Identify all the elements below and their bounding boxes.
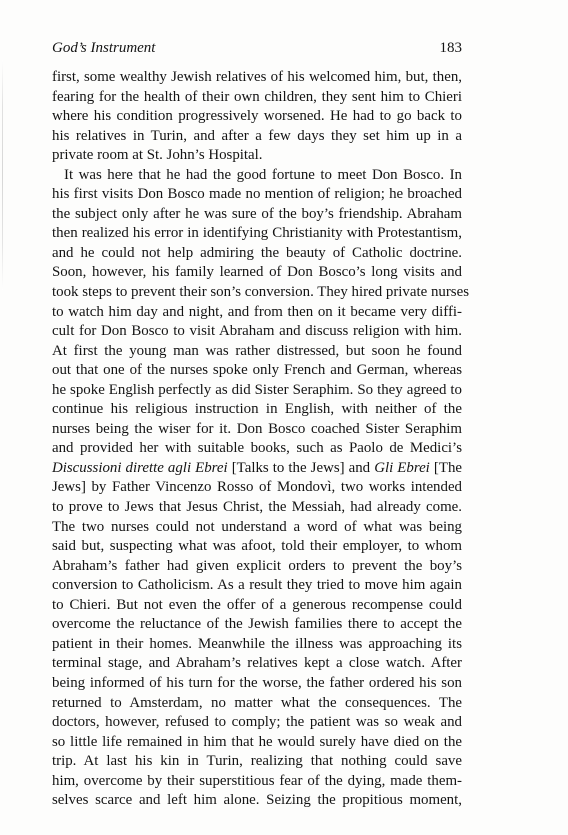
text-line: out that one of the nurses spoke only French and German, whereas [52,362,462,379]
text-line: and provided her with suitable books, such as Paolo de Medici’s [52,440,462,457]
text-line: continue his religious instruction in English, with neither of the [52,401,462,418]
text-line: said but, suspecting what was afoot, told their employer, to whom [52,538,462,555]
book-title-italic: Gli Ebrei [374,459,430,476]
text-line: him, overcome by their superstitious fear of the dying, made them- [52,772,462,789]
running-head-title: God’s Instrument [52,40,156,56]
text-line: to watch him day and night, and from then on it became very diffi- [52,303,462,320]
text-line: so little life remained in him that he would surely have died on the [52,733,462,750]
text-line: patient in their homes. Meanwhile the illness was approaching its [52,635,462,652]
text-line: where his condition progressively worsened. He had to go back to [52,108,462,125]
text-line: private room at St. John’s Hospital. [52,147,263,164]
text-line: then realized his error in identifying Christianity with Protestantism, [52,225,462,242]
text-line: nurses being the wiser for it. Don Bosco coached Sister Seraphim [52,420,462,437]
text-line: his relatives in Turin, and after a few days they set him up in a [52,127,462,144]
text-line: his first visits Don Bosco made no mention of religion; he broached [52,186,462,203]
text-line: selves scarce and left him alone. Seizing the propitious moment, [52,792,462,809]
text-fragment: [Talks to the Jews] and [227,459,375,476]
text-line: At first the young man was rather distressed, but soon he found [52,342,462,359]
text-line: he spoke English perfectly as did Sister Seraphim. So they agreed to [52,381,462,398]
text-line: returned to Amsterdam, no matter what the consequences. The [52,694,462,711]
page-number: 183 [439,40,462,56]
text-line: and he could not help admiring the beauty of Catholic doctrine. [52,244,462,261]
body-text [52,68,469,811]
scan-shadow [2,60,3,290]
text-line: Abraham’s father had given explicit orders to prevent the boy’s [52,557,462,574]
text-line: to prove to Jews that Jesus Christ, the Messiah, had already come. [52,499,462,516]
text-line: being informed of his turn for the worse, the father ordered his son [52,674,462,691]
text-line: overcome the reluctance of the Jewish families there to accept the [52,616,462,633]
text-line: Jews] by Father Vincenzo Rosso of Mondovì, two works intended [52,479,462,496]
text-line: fearing for the health of their own children, they sent him to Chieri [52,88,462,105]
text-line: terminal stage, and Abraham’s relatives kept a close watch. After [52,655,462,672]
text-line-with-titles [52,459,462,479]
text-line: the subject only after he was sure of the boy’s friendship. Abraham [52,205,462,222]
text-line: trip. At last his kin in Turin, realizing that nothing could save [52,753,462,770]
text-fragment: [The [429,459,462,476]
book-title-italic: Discussioni dirette agli Ebrei [52,459,228,476]
text-line: Soon, however, his family learned of Don Bosco’s long visits and [52,264,462,281]
running-head [52,40,462,62]
text-line: cult for Don Bosco to visit Abraham and discuss religion with him. [52,323,462,340]
text-line: The two nurses could not understand a word of what was being [52,518,462,535]
text-line: to Chieri. But not even the offer of a generous recompense could [52,596,462,613]
text-line: It was here that he had the good fortune to meet Don Bosco. In [64,166,462,183]
text-line: took steps to prevent their son’s conversion. They hired private nurses [52,284,469,301]
text-line: conversion to Catholicism. As a result they tried to move him again [52,577,462,594]
text-line: doctors, however, refused to comply; the patient was so weak and [52,714,462,731]
text-line: first, some wealthy Jewish relatives of his welcomed him, but, then, [52,69,462,85]
